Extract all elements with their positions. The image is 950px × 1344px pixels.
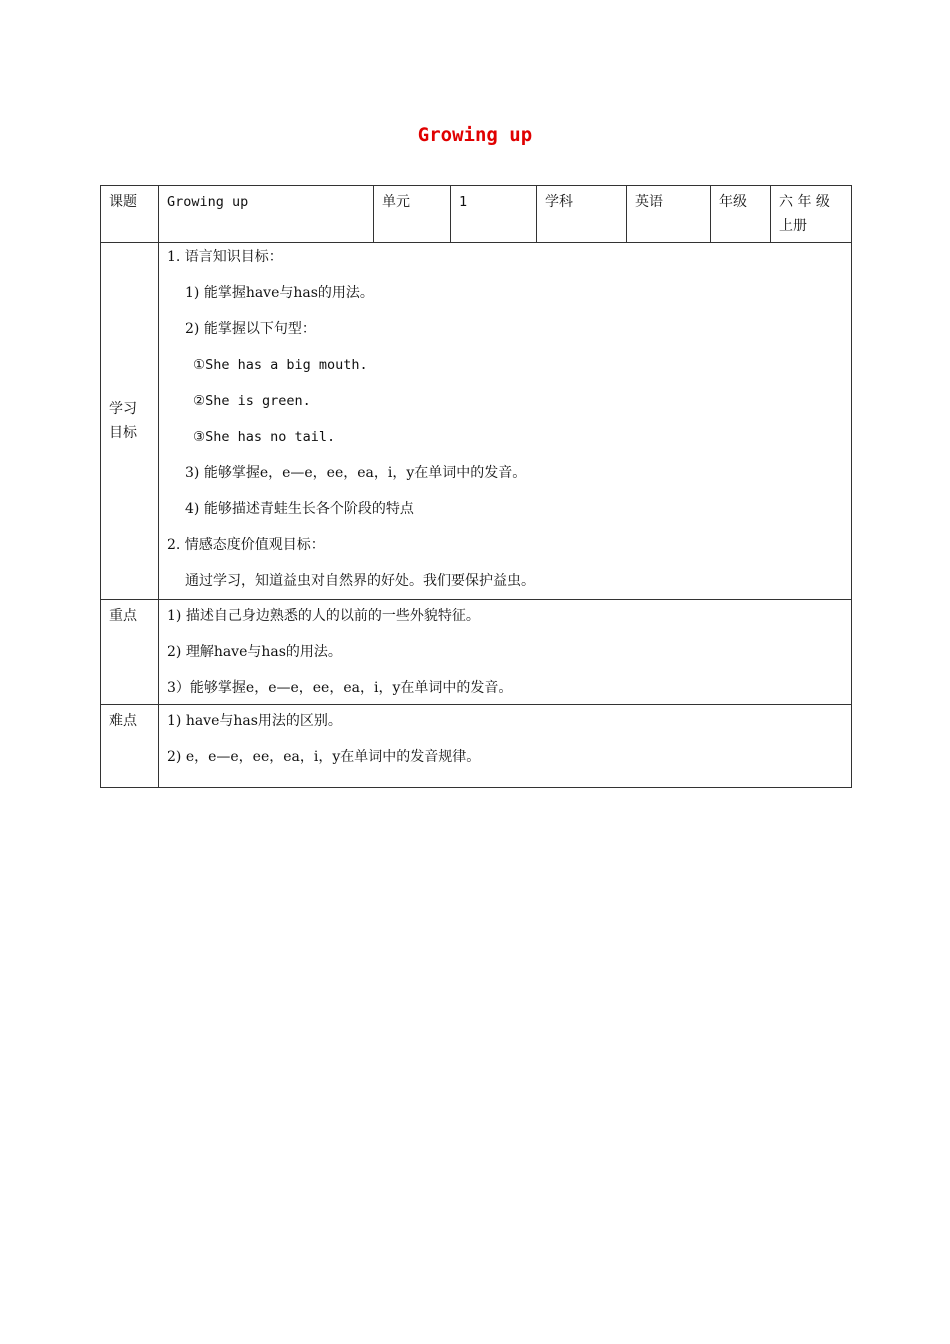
header-row [101,186,852,243]
topic-label: 课题 [101,186,159,243]
subject-label: 学科 [537,186,627,243]
difficulty-line: 1) have与has用法的区别。 [167,713,342,729]
unit-value: 1 [451,186,537,243]
objective-line: 3) 能够掌握e，e—e，ee，ea，i，y在单词中的发音。 [185,465,527,481]
objectives-row [101,243,852,600]
objective-line: 4) 能够描述青蛙生长各个阶段的特点 [185,501,414,517]
key-points-label: 重点 [101,600,159,705]
key-point-line: 1) 描述自己身边熟悉的人的以前的一些外貌特征。 [167,608,480,624]
grade-value [771,186,852,243]
objective-line: 1) 能掌握have与has的用法。 [185,285,374,301]
difficulty-line: 2) e，e—e，ee，ea，i，y在单词中的发音规律。 [167,749,481,765]
unit-label: 单元 [374,186,451,243]
objectives-label [101,243,159,600]
objective-line: ①She has a big mouth. [193,357,368,373]
objective-line: 2) 能掌握以下句型： [185,321,316,337]
objective-line: ②She is green. [193,393,311,409]
grade-label: 年级 [711,186,771,243]
objective-line: ③She has no tail. [193,429,336,445]
objectives-label-line1: 学习 [109,401,137,417]
difficulties-content [159,705,852,788]
objective-line: 2. 情感态度价值观目标： [167,537,325,553]
key-point-line: 3）能够掌握e，e—e，ee，ea，i，y在单词中的发音。 [167,680,513,696]
difficulties-row [101,705,852,788]
document-title: Growing up [417,124,533,146]
key-points-row [101,600,852,705]
objective-line: 1. 语言知识目标： [167,249,283,265]
objective-line: 通过学习，知道益虫对自然界的好处。我们要保护益虫。 [185,573,535,589]
grade-value-line2: 上册 [779,218,807,234]
grade-value-line1: 六 年 级 [779,194,830,210]
key-points-content [159,600,852,705]
subject-value: 英语 [627,186,711,243]
topic-value: Growing up [159,186,374,243]
objectives-content [159,243,852,600]
lesson-plan-table [100,185,852,788]
key-point-line: 2) 理解have与has的用法。 [167,644,342,660]
difficulties-label: 难点 [101,705,159,788]
objectives-label-line2: 目标 [109,425,137,441]
